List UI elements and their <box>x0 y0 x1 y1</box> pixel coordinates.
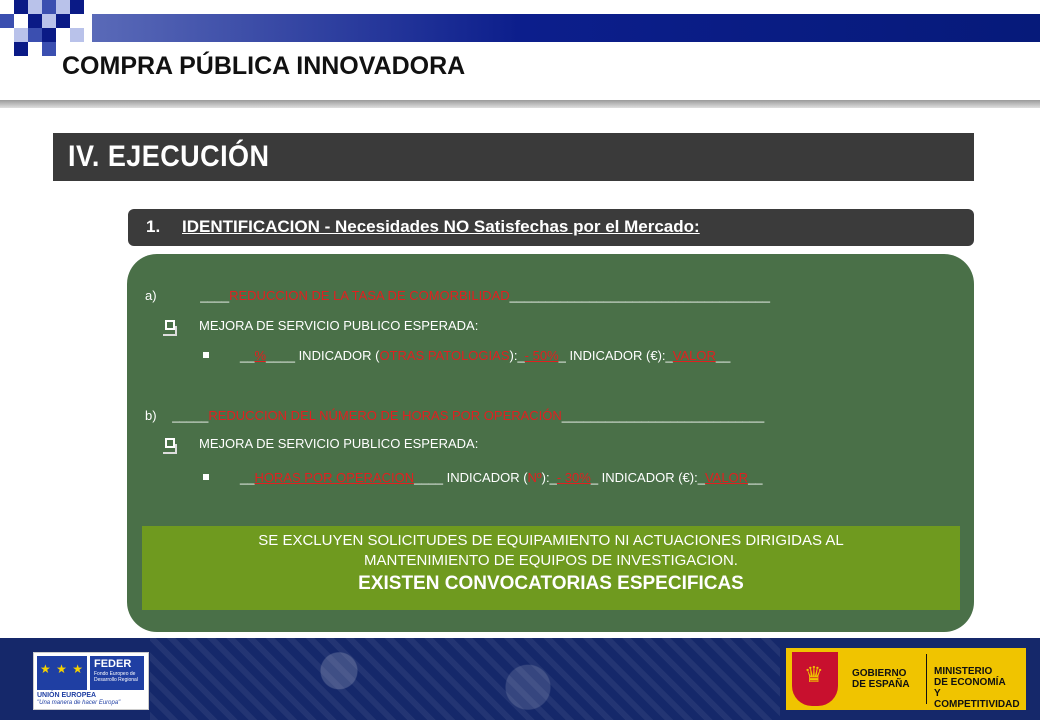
gov-right-line-1: MINISTERIO <box>934 666 993 677</box>
notice-line-1: SE EXCLUYEN SOLICITUDES DE EQUIPAMIENTO NI ACTUACIONES DIRIGIDAS AL <box>258 532 844 549</box>
item-b-indicator-value: - 30% <box>556 470 591 485</box>
item-a-indicator-name: OTRAS PATOLOGIAS <box>379 348 510 363</box>
section-title: IV. EJECUCIÓN <box>68 140 270 173</box>
item-b-line <box>145 408 764 423</box>
eu-feder-logo <box>33 652 149 710</box>
item-b-need: REDUCCION DEL NÚMERO DE HORAS POR OPERACIÓN <box>208 408 562 423</box>
eu-flag-icon: ★ ★ ★ <box>37 656 87 690</box>
feder-subtitle: Fondo Europeo de Desarrollo Regional <box>94 671 138 683</box>
gov-right-line-2: DE ECONOMÍA <box>934 677 1006 688</box>
footer-pattern <box>150 638 780 720</box>
item-a-line <box>145 288 770 303</box>
item-b-indicator-valor: VALOR <box>704 470 749 485</box>
item-a-blank-pre: ____ <box>200 288 230 303</box>
gov-left-line-1: GOBIERNO <box>852 668 907 679</box>
section-title-bar <box>53 133 974 181</box>
top-decoration <box>0 0 92 60</box>
gov-right-line-3: Y COMPETITIVIDAD <box>934 688 1020 710</box>
gov-separator <box>926 654 927 704</box>
subsection-bar <box>128 209 974 246</box>
item-a-indicator-value: - 50% <box>524 348 559 363</box>
item-b-indicator-line: __HORAS POR OPERACION____ INDICADOR (Nº):_- 30%_ INDICADOR (€):_VALOR__ <box>240 470 763 485</box>
item-a-indicator-unit: % <box>254 348 267 363</box>
item-a-indicator-line: __%____ INDICADOR (OTRAS PATOLOGIAS):_- 50%_ INDICADOR (€):_VALOR__ <box>240 348 731 363</box>
item-a-indicator-valor: VALOR <box>672 348 716 363</box>
item-b-letter: b) <box>145 408 157 423</box>
gov-right-text <box>934 666 1026 710</box>
checkbox-bullet-icon <box>165 438 175 448</box>
item-b-indicator-name: Nº <box>527 470 542 485</box>
item-a-blank-post: ____________________________________ <box>509 288 770 303</box>
subsection-number: 1. <box>146 217 161 236</box>
top-blue-bar <box>92 14 1040 42</box>
government-logo <box>786 648 1026 710</box>
subsection-title: IDENTIFICACION - Necesidades NO Satisfechas por el Mercado: <box>182 217 700 236</box>
item-b-blank-post: ____________________________ <box>561 408 765 423</box>
notice-box <box>142 526 960 610</box>
notice-line-3: EXISTEN CONVOCATORIAS ESPECIFICAS <box>358 573 744 594</box>
item-a-service-label: MEJORA DE SERVICIO PUBLICO ESPERADA: <box>199 318 479 333</box>
header-divider <box>0 100 1040 108</box>
item-b-service-label: MEJORA DE SERVICIO PUBLICO ESPERADA: <box>199 436 479 451</box>
eu-motto: "Una manera de hacer Europa" <box>37 700 121 706</box>
coat-of-arms-icon: ♛ <box>792 652 838 706</box>
gov-left-text <box>852 668 910 690</box>
item-a-letter: a) <box>145 288 157 303</box>
item-b-indicator-unit: HORAS POR OPERACION <box>254 470 415 485</box>
checkbox-bullet-icon <box>165 320 175 330</box>
square-bullet-icon <box>203 474 209 480</box>
feder-box <box>90 656 144 690</box>
feder-title: FEDER <box>94 658 132 670</box>
item-b-blank-pre: _____ <box>172 408 209 423</box>
eu-name: UNIÓN EUROPEA <box>37 692 97 699</box>
page-header-title: COMPRA PÚBLICA INNOVADORA <box>62 52 466 80</box>
gov-left-line-2: DE ESPAÑA <box>852 679 910 690</box>
item-a-need: REDUCCION DE LA TASA DE COMORBILIDAD <box>229 288 510 303</box>
square-bullet-icon <box>203 352 209 358</box>
notice-line-2: MANTENIMIENTO DE EQUIPOS DE INVESTIGACION. <box>364 552 738 569</box>
